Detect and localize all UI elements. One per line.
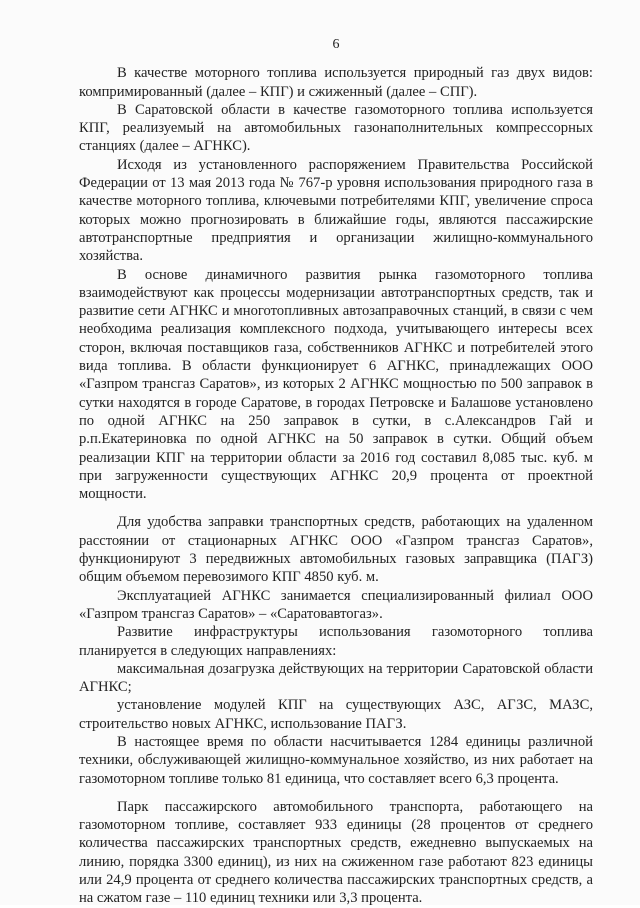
paragraph-pagz: Для удобства заправки транспортных средств, работающих на удаленном расстоянии от стационарных АГНКС ООО «Газпром трансгаз Саратов», функционируют 3 передвижных автомобильных газовых заправщика (ПАГЗ) общим объемом перевозимого КПГ 4850 куб. м.	[79, 514, 593, 586]
list-item-kpg-modules: установление модулей КПГ на существующих АЗС, АГЗС, МАЗС, строительство новых АГНКС, использование ПАГЗ.	[79, 697, 593, 732]
paragraph-infrastructure: Развитие инфраструктуры использования газомоторного топлива планируется в следующих направлениях:	[79, 624, 593, 659]
paragraph-operator: Эксплуатацией АГНКС занимается специализированный филиал ООО «Газпром трансгаз Саратов» – «Саратовавтогаз».	[79, 587, 593, 622]
list-item-max-load: максимальная дозагрузка действующих на территории Саратовской области АГНКС;	[79, 660, 593, 696]
paragraph-municipal-vehicles: В настоящее время по области насчитывается 1284 единицы различной техники, обслуживающей жилищно-коммунальное хозяйство, из них работает на газомоторном топливе только 81 единица, что составляет всего 6,3 процента.	[79, 733, 593, 787]
document-body	[79, 64, 593, 907]
paragraph-saratov-kpg: В Саратовской области в качестве газомоторного топлива используется КПГ, реализуемый на автомобильных газонаполнительных компрессорных станциях (далее – АГНКС).	[79, 101, 593, 155]
paragraph-fuel-types: В качестве моторного топлива используется природный газ двух видов: компримированный (далее – КПГ) и сжиженный (далее – СПГ).	[79, 65, 593, 100]
paragraph-government-order: Исходя из установленного распоряжением Правительства Российской Федерации от 13 мая 2013 года № 767-р уровня использования природного газа в качестве моторного топлива, ключевыми потребителями КПГ, увеличение спроса которых можно прогнозировать в ближайшие годы, являются пассажирские автотранспортные предприятия и организации жилищно-коммунального хозяйства.	[79, 156, 593, 265]
page-number: 6	[332, 37, 340, 52]
paragraph-passenger-fleet: Парк пассажирского автомобильного транспорта, работающего на газомоторном топливе, составляет 933 единицы (28 процентов от среднего количества пассажирских транспортных средств, ежедневно выпускаемых на линию, порядка 3300 единиц), из них на сжиженном газе работают 823 единицы или 24,9 процента от среднего количества пассажирских транспортных средств, а на сжатом газе – 110 единиц техники или 3,3 процента.	[79, 798, 593, 907]
paragraph-market-development: В основе динамичного развития рынка газомоторного топлива взаимодействуют как процессы модернизации автотранспортных средств, так и развитие сети АГНКС и многотопливных автозаправочных станций, в связи с чем необходима реализация комплексного подхода, учитывающего интересы всех сторон, включая поставщиков газа, собственников АГНКС и потребителей этого вида топлива. В области функционирует 6 АГНКС, принадлежащих ООО «Газпром трансгаз Саратов», из которых 2 АГНКС мощностью по 500 заправок в сутки находятся в городе Саратове, в городах Петровске и Балашове установлено по одной АГНКС на 250 заправок в сутки, в с.Александров Гай и р.п.Екатериновка по одной АГНКС на 50 заправок в сутки. Общий объем реализации КПГ на территории области за 2016 год составил 8,085 тыс. куб. м при загруженности существующих АГНКС 20,9 процента от проектной мощности.	[79, 266, 593, 503]
